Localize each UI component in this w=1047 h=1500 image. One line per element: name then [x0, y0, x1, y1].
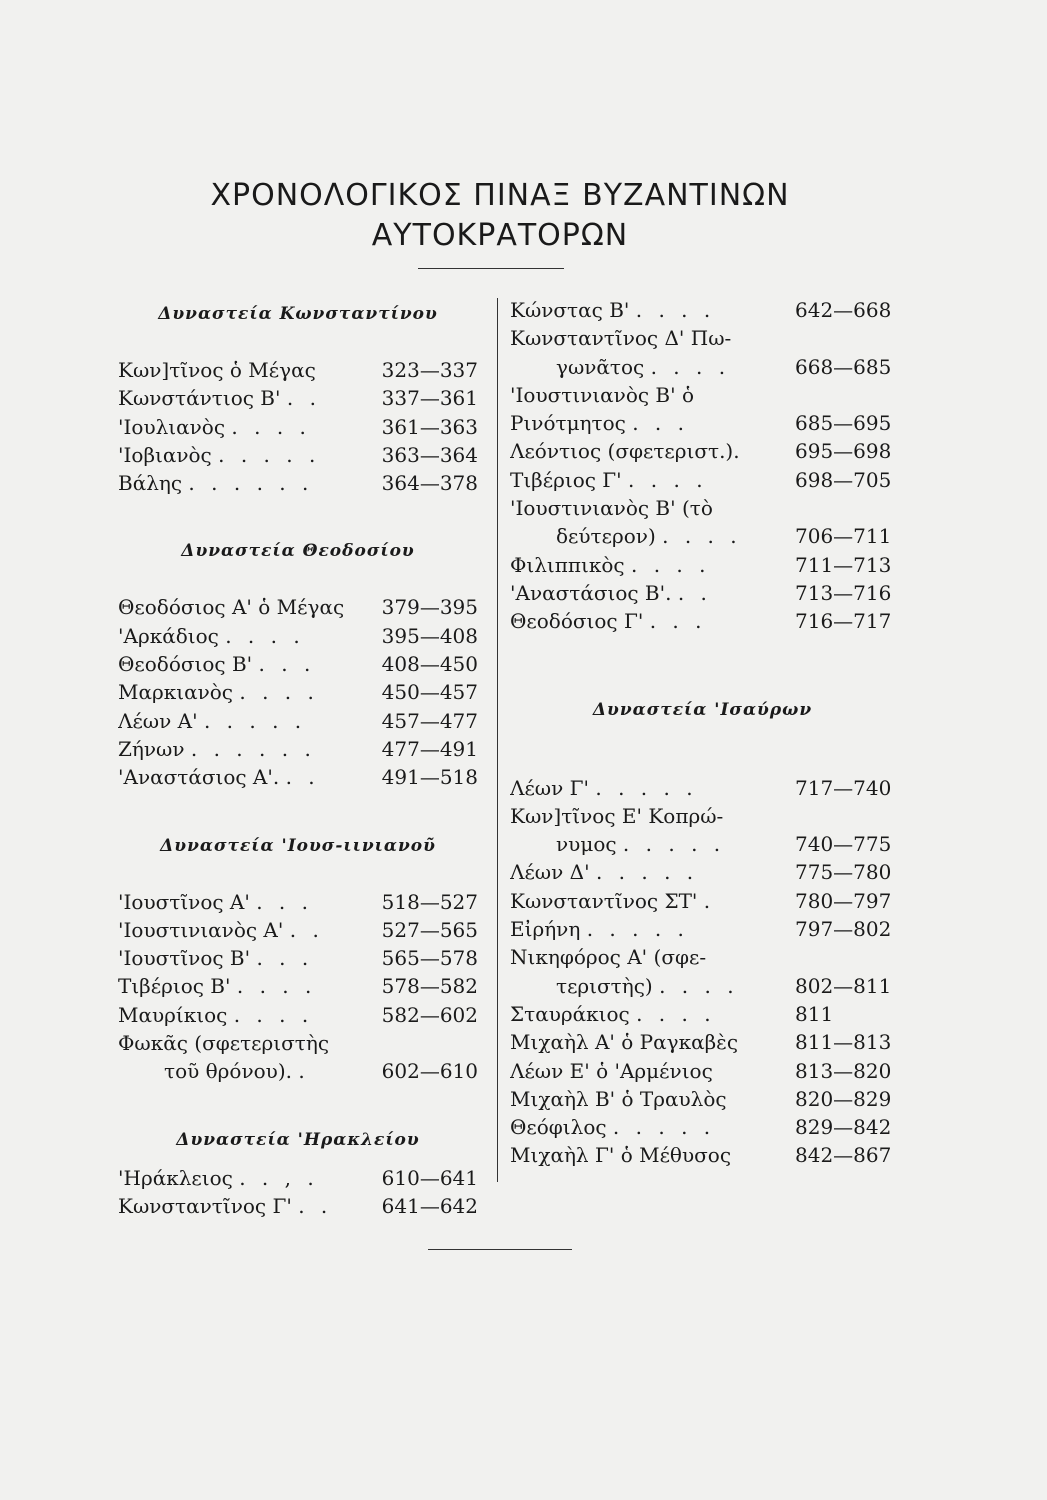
name-cell	[118, 386, 374, 410]
emperor-name: δεύτερον)	[556, 524, 656, 549]
table-row	[510, 1143, 895, 1171]
table-row	[510, 776, 895, 804]
table-row	[510, 860, 895, 888]
reign-years: 491—518	[381, 765, 478, 790]
table-row	[118, 386, 478, 414]
table-row	[510, 917, 895, 945]
leader-dots: . . . .	[233, 1002, 314, 1027]
reign-years: 797—802	[795, 917, 892, 942]
name-cell	[118, 974, 374, 998]
table-row	[510, 1087, 895, 1115]
name-cell	[510, 1059, 787, 1083]
leader-dots: . . .	[649, 609, 707, 634]
emperor-name: Λεόντιος (σφετεριστ.).	[510, 439, 740, 464]
emperor-name: γωνᾶτος	[556, 354, 645, 379]
emperor-name: τεριστὴς)	[556, 973, 653, 998]
emperor-name: Κωνσταντῖνος ΣΤ'	[510, 888, 698, 913]
leader-dots: . . .	[256, 946, 314, 971]
table-row	[118, 974, 478, 1002]
table-row	[510, 355, 895, 383]
reign-years: 842—867	[795, 1143, 892, 1168]
name-cell	[118, 1194, 374, 1218]
leader-dots: . . .	[632, 411, 690, 436]
leader-dots: . . . .	[231, 414, 311, 439]
name-cell	[510, 1143, 787, 1167]
leader-dots: . . . . .	[612, 1115, 716, 1140]
emperor-name: Λέων Α'	[118, 708, 198, 733]
reign-years: 379—395	[381, 595, 478, 620]
emperor-name: Κων]τῖνος ὁ Μέγας	[118, 358, 316, 382]
name-cell	[510, 355, 787, 379]
name-cell	[510, 326, 787, 350]
dynasty-heading-irakleiou: Δυναστεία 'Ηρακλείου	[176, 1129, 420, 1150]
leader-dots: . . . .	[635, 298, 716, 322]
table-row	[510, 889, 895, 917]
list-isavron	[510, 776, 895, 1172]
name-cell	[510, 889, 787, 913]
name-cell	[510, 1087, 787, 1111]
leader-dots: .	[703, 888, 716, 913]
table-row	[118, 890, 478, 918]
reign-years: 565—578	[381, 946, 478, 971]
emperor-name: τοῦ θρόνου).	[164, 1059, 292, 1084]
table-row	[118, 765, 478, 793]
table-row	[118, 709, 478, 737]
emperor-name: Μιχαὴλ Β' ὁ Τραυλὸς	[510, 1086, 727, 1111]
leader-dots: . . . . .	[595, 775, 698, 800]
page-title-line-1: ΧΡΟΝΟΛΟΓΙΚΟΣ ΠΙΝΑΞ ΒΥΖΑΝΤΙΝΩΝ	[210, 178, 790, 213]
reign-years: 361—363	[381, 414, 478, 439]
reign-years: 717—740	[795, 775, 892, 800]
page-title-line-2: ΑΥΤΟΚΡΑΤΟΡΩΝ	[371, 218, 629, 253]
leader-dots: . . . .	[628, 467, 708, 492]
name-cell	[510, 945, 787, 969]
reign-years: 363—364	[381, 442, 478, 467]
name-cell	[510, 581, 787, 605]
emperor-name: Μαρκιανὸς	[118, 680, 233, 705]
reign-years: 811	[795, 1001, 834, 1026]
reign-years: 323—337	[381, 358, 478, 382]
leader-dots: . . . . . .	[190, 736, 316, 761]
name-cell	[510, 609, 787, 633]
emperor-name: Θεοδόσιος Α' ὁ Μέγας	[118, 595, 345, 620]
name-cell	[510, 1002, 787, 1026]
reign-years: 642—668	[795, 298, 892, 322]
leader-dots: . . . .	[236, 974, 317, 999]
emperor-name: Τιβέριος Β'	[118, 974, 231, 999]
reign-years: 711—713	[795, 552, 892, 577]
table-row	[510, 468, 895, 496]
table-row	[118, 624, 478, 652]
emperor-name: Ρινότμητος	[510, 411, 626, 436]
list-ioustinianou	[118, 890, 478, 1088]
name-cell	[118, 1166, 374, 1190]
reign-years: 780—797	[795, 888, 892, 913]
leader-dots: . . . .	[631, 552, 711, 577]
reign-years: 698—705	[795, 467, 892, 492]
leader-dots: . . . .	[225, 623, 305, 648]
table-row	[118, 1031, 478, 1059]
table-row	[510, 945, 895, 973]
dynasty-heading-isavron: Δυναστεία 'Ισαύρων	[592, 699, 813, 720]
table-row	[510, 298, 895, 326]
emperor-name: Φιλιππικὸς	[510, 552, 625, 577]
table-row	[510, 524, 895, 552]
name-cell	[510, 439, 787, 463]
leader-dots: . . .	[258, 652, 316, 677]
name-cell	[118, 765, 374, 789]
emperor-name: Τιβέριος Γ'	[510, 467, 622, 492]
name-cell	[118, 443, 374, 467]
name-cell	[510, 383, 787, 407]
table-row	[510, 553, 895, 581]
name-cell	[510, 524, 787, 548]
leader-dots: . . . . .	[586, 917, 689, 942]
emperor-name: Βάλης	[118, 471, 183, 496]
dynasty-heading-konstantinou: Δυναστεία Κωνσταντίνου	[158, 304, 438, 324]
name-cell	[510, 411, 787, 435]
name-cell	[510, 917, 787, 941]
list-konstantinou	[118, 358, 478, 499]
emperor-name: Σταυράκιος	[510, 1001, 630, 1026]
leader-dots: . .	[286, 386, 321, 411]
reign-years: 477—491	[381, 736, 478, 761]
emperor-name: Κων]τῖνος Ε' Κοπρώ-	[510, 803, 724, 828]
table-row	[510, 326, 895, 354]
table-row	[118, 595, 478, 623]
leader-dots: . . . . .	[218, 442, 321, 467]
emperor-name: Μιχαὴλ Γ' ὁ Μέθυσος	[510, 1143, 732, 1168]
leader-dots: . .	[677, 580, 712, 605]
leader-dots: . . , .	[239, 1165, 319, 1190]
name-cell	[118, 652, 374, 676]
reign-years: 337—361	[381, 386, 478, 411]
bottom-rule	[428, 1249, 572, 1250]
leader-dots: . . . . .	[595, 860, 699, 885]
emperor-name: Εἰρήνη	[510, 917, 581, 942]
emperor-name: 'Ηράκλειος	[118, 1165, 233, 1190]
reign-years: 364—378	[381, 471, 478, 496]
name-cell	[510, 860, 787, 884]
name-cell	[118, 709, 374, 733]
name-cell	[510, 974, 787, 998]
name-cell	[510, 468, 787, 492]
table-row	[118, 1003, 478, 1031]
emperor-name: 'Ιουστινιανὸς Α'	[118, 917, 284, 942]
table-row	[510, 1030, 895, 1058]
table-row	[510, 832, 895, 860]
reign-years: 668—685	[795, 354, 892, 379]
name-cell	[118, 358, 374, 382]
name-cell	[510, 1030, 787, 1054]
table-row	[510, 1002, 895, 1030]
reign-years: 395—408	[381, 623, 478, 648]
left-column	[118, 300, 478, 1222]
leader-dots: . . . .	[239, 680, 319, 705]
right-column	[510, 298, 895, 1172]
reign-years: 610—641	[381, 1165, 478, 1190]
name-cell	[118, 1003, 374, 1027]
reign-years: 527—565	[381, 917, 478, 942]
reign-years: 811—813	[795, 1030, 892, 1055]
emperor-name: 'Αναστάσιος Β'.	[510, 580, 672, 605]
name-cell	[118, 918, 374, 942]
reign-years: 685—695	[795, 411, 892, 436]
emperor-name: Θεοδόσιος Γ'	[510, 609, 644, 634]
reign-years: 457—477	[381, 708, 478, 733]
name-cell	[118, 946, 374, 970]
emperor-name: 'Αναστάσιος Α'.	[118, 765, 280, 790]
list-theodosiou	[118, 595, 478, 793]
name-cell	[510, 1115, 787, 1139]
reign-years: 578—582	[381, 974, 478, 999]
emperor-name: Κώνστας Β'	[510, 298, 630, 322]
emperor-name: Λέων Δ'	[510, 860, 590, 885]
leader-dots: .	[298, 1059, 310, 1084]
name-cell	[118, 415, 374, 439]
reign-years: 450—457	[381, 680, 478, 705]
name-cell	[510, 553, 787, 577]
reign-years: 802—811	[795, 973, 892, 998]
table-row	[118, 471, 478, 499]
name-cell	[510, 832, 787, 856]
emperor-name: Κωνσταντῖνος Δ' Πω-	[510, 326, 732, 351]
dynasty-heading-ioustinianou: Δυναστεία 'Ιουσ-ιινιανοῦ	[160, 835, 436, 856]
leader-dots: . . . . .	[203, 708, 307, 733]
emperor-name: Κωνστάντιος Β'	[118, 386, 281, 411]
table-row	[510, 411, 895, 439]
emperor-name: Κωνσταντῖνος Γ'	[118, 1193, 292, 1218]
table-row	[118, 946, 478, 974]
table-row	[510, 496, 895, 524]
table-row	[118, 1166, 478, 1194]
emperor-name: 'Ιουλιανὸς	[118, 414, 226, 439]
leader-dots: . .	[285, 765, 320, 790]
leader-dots: . . .	[256, 889, 314, 914]
reign-years: 408—450	[381, 652, 478, 677]
emperor-name: Μαυρίκιος	[118, 1002, 228, 1027]
table-row	[118, 737, 478, 765]
table-row	[118, 415, 478, 443]
leader-dots: . . . .	[662, 524, 742, 549]
name-cell	[118, 471, 374, 495]
reign-years: 740—775	[795, 832, 892, 857]
reign-years: 518—527	[381, 889, 478, 914]
name-cell	[118, 890, 374, 914]
table-row	[118, 1059, 478, 1087]
leader-dots: . . . .	[659, 973, 739, 998]
emperor-name: νυμος	[556, 832, 617, 857]
reign-years: 582—602	[381, 1002, 478, 1027]
column-divider	[497, 298, 498, 1182]
table-row	[118, 680, 478, 708]
emperor-name: 'Αρκάδιος	[118, 623, 219, 648]
reign-years: 813—820	[795, 1058, 892, 1083]
table-row	[510, 439, 895, 467]
leader-dots: . .	[289, 917, 324, 942]
list-irakleiou	[118, 1166, 478, 1223]
leader-dots: . . . .	[636, 1001, 716, 1026]
table-row	[118, 358, 478, 386]
leader-dots: . . . . .	[622, 832, 726, 857]
leader-dots: . . . .	[650, 354, 731, 379]
name-cell	[118, 624, 374, 648]
name-cell	[118, 1059, 374, 1083]
emperor-name: 'Ιουστινιανὸς Β' ὁ	[510, 382, 695, 407]
reign-years: 829—842	[795, 1115, 892, 1140]
name-cell	[118, 737, 374, 761]
reign-years: 820—829	[795, 1086, 892, 1111]
emperor-name: 'Ιοβιανὸς	[118, 442, 212, 467]
reign-years: 641—642	[381, 1193, 478, 1218]
name-cell	[118, 680, 374, 704]
name-cell	[118, 595, 374, 619]
reign-years: 602—610	[381, 1059, 478, 1084]
leader-dots: . .	[298, 1193, 333, 1218]
dynasty-heading-theodosiou: Δυναστεία Θεοδοσίου	[181, 541, 415, 562]
emperor-name: Φωκᾶς (σφετεριστὴς	[118, 1031, 330, 1056]
emperor-name: 'Ιουστῖνος Β'	[118, 946, 251, 971]
list-right-top	[510, 298, 895, 638]
reign-years: 713—716	[795, 580, 892, 605]
emperor-name: 'Ιουστινιανὸς Β' (τὸ	[510, 496, 713, 521]
table-row	[118, 918, 478, 946]
name-cell	[510, 298, 787, 322]
table-row	[118, 1194, 478, 1222]
name-cell	[118, 1031, 378, 1055]
reign-years: 775—780	[795, 860, 892, 885]
name-cell	[510, 496, 787, 520]
table-row	[510, 383, 895, 411]
emperor-name: Λέων Γ'	[510, 775, 590, 800]
table-row	[510, 1115, 895, 1143]
table-row	[510, 581, 895, 609]
emperor-name: Μιχαὴλ Α' ὁ Ραγκαβὲς	[510, 1030, 739, 1055]
table-row	[510, 1059, 895, 1087]
table-row	[118, 443, 478, 471]
emperor-name: 'Ιουστῖνος Α'	[118, 889, 250, 914]
emperor-name: Θεοδόσιος Β'	[118, 652, 253, 677]
title-underline	[418, 268, 564, 269]
table-row	[510, 804, 895, 832]
name-cell	[510, 776, 787, 800]
emperor-name: Θεόφιλος	[510, 1115, 607, 1140]
table-row	[510, 609, 895, 637]
name-cell	[510, 804, 787, 828]
reign-years: 716—717	[795, 609, 892, 634]
emperor-name: Νικηφόρος Α' (σφε-	[510, 945, 707, 970]
table-row	[510, 974, 895, 1002]
reign-years: 695—698	[795, 439, 892, 464]
leader-dots: . . . . . .	[188, 471, 314, 496]
emperor-name: Λέων Ε' ὁ 'Αρμένιος	[510, 1058, 713, 1083]
emperor-name: Ζήνων	[118, 736, 185, 761]
reign-years: 706—711	[795, 524, 892, 549]
table-row	[118, 652, 478, 680]
